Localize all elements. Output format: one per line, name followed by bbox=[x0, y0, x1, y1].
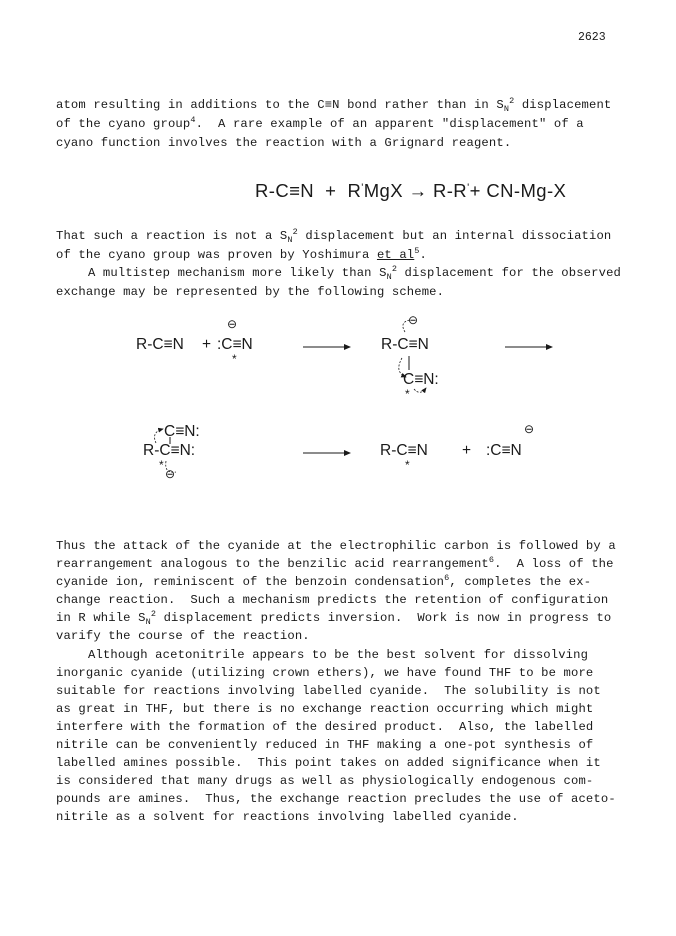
para5-line-3: suitable for reactions involving labelled cyanide. The solubility is not bbox=[56, 684, 601, 698]
para1-line-1: atom resulting in additions to the C≡N bond rather than in $S_N^2$ displacement bbox=[56, 96, 612, 114]
product-cyanide-charge: ⊖ bbox=[524, 422, 535, 436]
para1-line-3: cyano function involves the reaction with a Grignard reagent. bbox=[56, 136, 512, 150]
intermediate1-curve-top bbox=[403, 320, 410, 332]
para5-line-8: is considered that many drugs as well as physiologically endogenous com- bbox=[56, 774, 594, 788]
para5-line-9: pounds are amines. Thus, the exchange reaction precludes the use of aceto- bbox=[56, 792, 616, 806]
para2-line-1: That such a reaction is not a $S_N^2$ displacement but an internal dissociation bbox=[56, 227, 612, 245]
scheme-cyanide-ion: :C≡N bbox=[217, 336, 253, 353]
intermediate2-star: * bbox=[159, 458, 164, 472]
product-plus: + bbox=[462, 442, 472, 459]
intermediate1-star: * bbox=[405, 387, 410, 401]
para5-line-4: as great in THF, but there is no exchange reaction occurring which might bbox=[56, 702, 594, 716]
intermediate2-bottom: R-C≡N: bbox=[143, 442, 196, 459]
para1-line-2: of the cyano group$^4$. A rare example of an apparent "displacement" of a bbox=[56, 115, 584, 131]
para4-line-5: in R while $S_N^2$ displacement predicts inversion. Work is now in progress to bbox=[56, 609, 612, 627]
para5-line-2: inorganic cyanide (utilizing crown ethers), we have found THF to be more bbox=[56, 666, 594, 680]
product-nitrile: R-C≡N bbox=[380, 442, 428, 459]
grignard-equation: R-C≡N + R'MgX → R-R'+ CN-Mg-X bbox=[255, 180, 567, 201]
intermediate2-top: C≡N: bbox=[164, 423, 200, 440]
scheme-reactant: R-C≡N bbox=[136, 336, 184, 353]
scheme-plus-1: + bbox=[202, 336, 212, 353]
para5-line-7: labelled amines possible. This point takes on added significance when it bbox=[56, 756, 601, 770]
intermediate1-charge: ⊖ bbox=[408, 313, 419, 327]
para4-line-3: cyanide ion, reminiscent of the benzoin condensation$^6$, completes the ex- bbox=[56, 573, 592, 589]
para5-line-5: interfere with the formation of the desired product. Also, the labelled bbox=[56, 720, 594, 734]
product-star: * bbox=[405, 458, 410, 472]
para5-line-10: nitrile as a solvent for reactions involving labelled cyanide. bbox=[56, 810, 519, 824]
para2-line-2: of the cyano group was proven by Yoshimura et $al^5$. bbox=[56, 246, 428, 262]
para3-line-2: exchange may be represented by the following scheme. bbox=[56, 285, 445, 299]
cyanide-label-star: * bbox=[232, 352, 237, 366]
para4-line-2: rearrangement analogous to the benzilic acid rearrangement$^6$. A loss of the bbox=[56, 555, 614, 571]
intermediate1-bottom: C≡N: bbox=[403, 371, 439, 388]
para4-line-1: Thus the attack of the cyanide at the electrophilic carbon is followed by a bbox=[56, 539, 616, 553]
product-cyanide-ion: :C≡N bbox=[486, 442, 522, 459]
intermediate1-curve-left bbox=[399, 358, 406, 377]
para5-line-1: Although acetonitrile appears to be the best solvent for dissolving bbox=[88, 648, 589, 662]
intermediate1-top: R-C≡N bbox=[381, 336, 429, 353]
para4-line-6: varify the course of the reaction. bbox=[56, 629, 310, 643]
intermediate2-charge: ⊖ bbox=[165, 467, 176, 481]
intermediate2-curve-top bbox=[155, 429, 163, 443]
para3-line-1: A multistep mechanism more likely than $S_N^2$ displacement for the observed bbox=[88, 264, 622, 282]
cyanide-charge: ⊖ bbox=[227, 317, 238, 331]
para4-line-4: change reaction. Such a mechanism predicts the retention of configuration bbox=[56, 593, 609, 607]
intermediate1-curve-bottom bbox=[414, 388, 426, 392]
intermediate2-curve-bottom bbox=[166, 461, 176, 472]
page-number: 2623 bbox=[578, 31, 606, 44]
para5-line-6: nitrile can be conveniently reduced in THF making a one-pot synthesis of bbox=[56, 738, 594, 752]
